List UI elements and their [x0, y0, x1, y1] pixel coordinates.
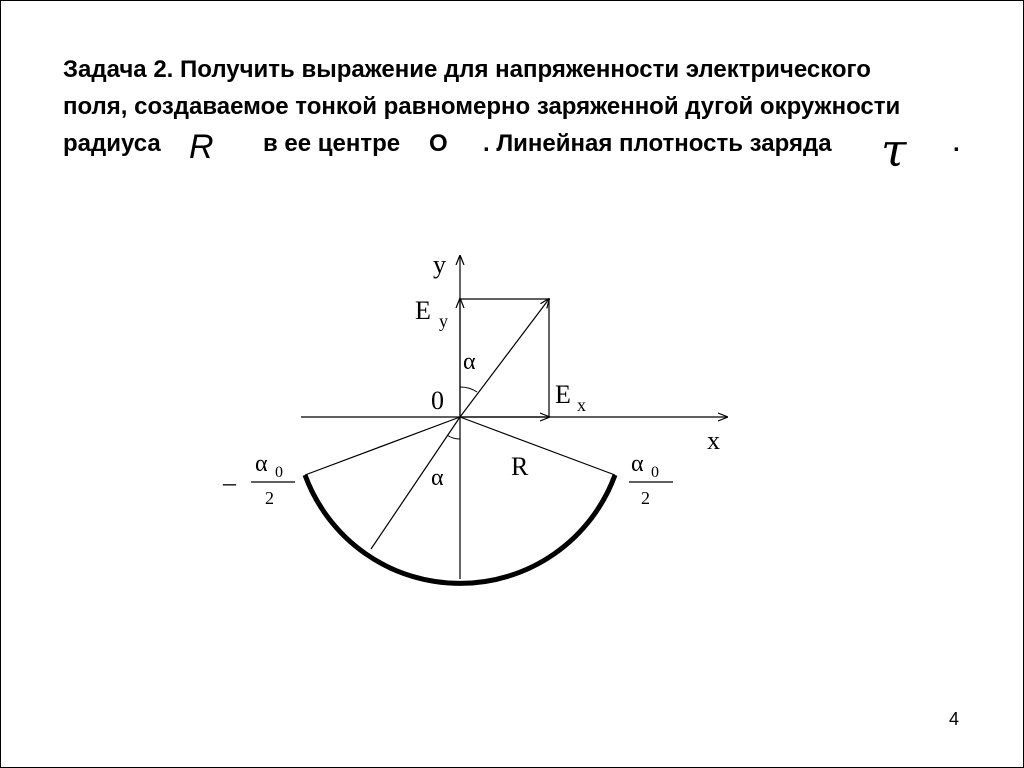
ex-label-sub: x	[577, 395, 586, 415]
problem-text-line-2: поля, создаваемое тонкой равномерно заряженной дугой окружности	[63, 93, 901, 120]
charge-element-line	[371, 417, 460, 549]
y-axis-label: y	[433, 250, 446, 279]
right-limit-alpha: α	[631, 451, 644, 477]
left-limit-sign: –	[223, 468, 236, 497]
problem-text-center: в ее центре	[263, 130, 401, 157]
angle-arc-bottom	[447, 435, 460, 439]
right-limit-denominator: 2	[641, 488, 650, 508]
problem-text-density: . Линейная плотность заряда	[483, 130, 832, 157]
radius-right	[460, 417, 615, 475]
field-diagram	[1, 1, 1023, 767]
page-number: 4	[949, 709, 960, 729]
alpha-label-bottom: α	[431, 465, 444, 491]
x-axis-label: x	[707, 426, 720, 455]
charge-density-symbol: τ	[881, 123, 907, 177]
left-limit-alpha: α	[255, 451, 268, 477]
ey-label-main: E	[415, 296, 431, 325]
right-limit-alpha-sub: 0	[651, 464, 659, 481]
ey-label-sub: y	[439, 311, 448, 331]
ex-label-main: E	[555, 380, 571, 409]
alpha-label-top: α	[463, 349, 476, 375]
center-symbol: O	[429, 130, 448, 157]
radius-symbol: R	[189, 128, 214, 166]
origin-label: 0	[431, 386, 444, 415]
problem-text-radius: радиуса	[63, 130, 161, 157]
problem-text-period: .	[953, 130, 960, 157]
left-limit-alpha-sub: 0	[275, 464, 283, 481]
radius-label: R	[511, 452, 529, 481]
problem-text-line-1: Задача 2. Получить выражение для напряженности электрического	[63, 56, 871, 83]
angle-arc-top	[460, 387, 477, 392]
left-limit-denominator: 2	[265, 488, 274, 508]
